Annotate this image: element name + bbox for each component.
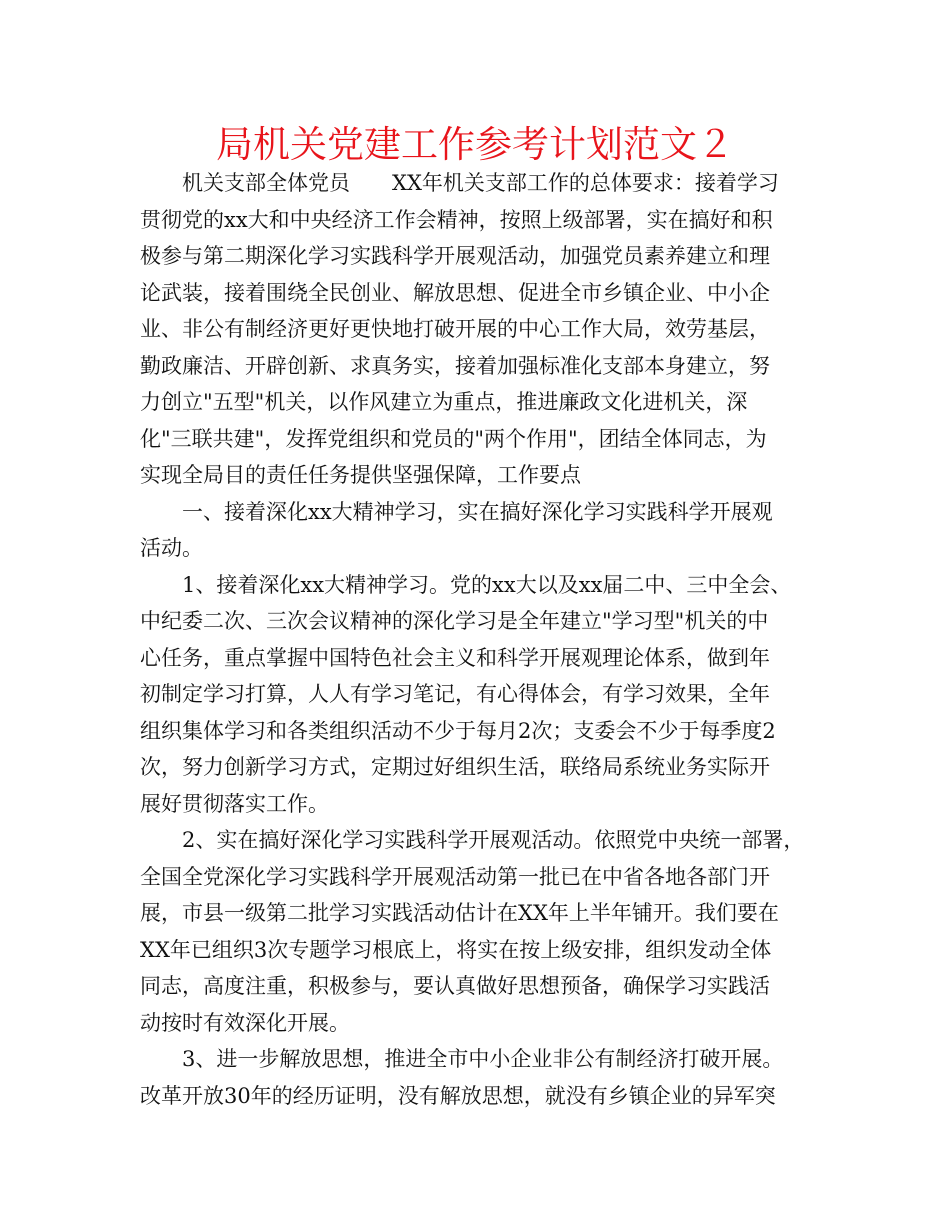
text-line: 活动。 xyxy=(140,536,203,560)
text-line: 中纪委二次、三次会议精神的深化学习是全年建立"学习型"机关的中 xyxy=(140,609,769,633)
text-line: 一、接着深化xx大精神学习，实在搞好深化学习实践科学开展观 xyxy=(182,499,773,524)
text-line: 动按时有效深化开展。 xyxy=(140,1010,350,1035)
text-line: 组织集体学习和各类组织活动不少于每月2次；支委会不少于每季度2 xyxy=(140,718,776,743)
text-line: 实现全局目的责任任务提供坚强保障，工作要点 xyxy=(140,463,581,487)
text-line: 1、接着深化xx大精神学习。党的xx大以及xx届二中、三中全会、 xyxy=(182,572,792,597)
text-line: 业、非公有制经济更好更快地打破开展的中心工作大局，效劳基层， xyxy=(140,317,770,341)
text-line: 全国全党深化学习实践科学开展观活动第一批已在中省各地各部门开 xyxy=(140,864,770,889)
text-line: XX年已组织3次专题学习根底上，将实在按上级安排，组织发动全体 xyxy=(140,937,772,962)
text-line: 机关支部全体党员 XX年机关支部工作的总体要求：接着学习 xyxy=(182,171,779,195)
text-line: 2、实在搞好深化学习实践科学开展观活动。依照党中央统一部署， xyxy=(182,828,805,852)
text-line: 极参与第二期深化学习实践科学开展观活动，加强党员素养建立和理 xyxy=(140,244,770,268)
text-line: 化"三联共建"，发挥党组织和党员的"两个作用"，团结全体同志，为 xyxy=(140,426,767,451)
document-title: 局机关党建工作参考计划范文２ xyxy=(216,123,734,166)
document-body xyxy=(140,165,812,1114)
text-line: 贯彻党的xx大和中央经济工作会精神，按照上级部署，实在搞好和积 xyxy=(140,207,773,232)
text-line: 初制定学习打算，人人有学习笔记，有心得体会，有学习效果，全年 xyxy=(140,682,770,706)
text-line: 论武装，接着围绕全民创业、解放思想、促进全市乡镇企业、中小企 xyxy=(140,280,770,305)
text-line: 次，努力创新学习方式，定期过好组织生活，联络局系统业务实际开 xyxy=(140,755,770,779)
text-line: 展好贯彻落实工作。 xyxy=(140,791,329,816)
text-line: 勤政廉洁、开辟创新、求真务实，接着加强标准化支部本身建立，努 xyxy=(140,353,770,378)
text-line: 力创立"五型"机关，以作风建立为重点，推进廉政文化进机关，深 xyxy=(140,390,748,414)
text-line: 3、进一步解放思想，推进全市中小企业非公有制经济打破开展。 xyxy=(182,1047,784,1071)
text-line: 展，市县一级第二批学习实践活动估计在XX年上半年铺开。我们要在 xyxy=(140,901,779,925)
text-line: 心任务，重点掌握中国特色社会主义和科学开展观理论体系，做到年 xyxy=(140,645,770,670)
text-line: 同志，高度注重，积极参与，要认真做好思想预备，确保学习实践活 xyxy=(140,974,770,998)
text-line: 改革开放30年的经历证明，没有解放思想，就没有乡镇企业的异军突 xyxy=(140,1083,776,1108)
